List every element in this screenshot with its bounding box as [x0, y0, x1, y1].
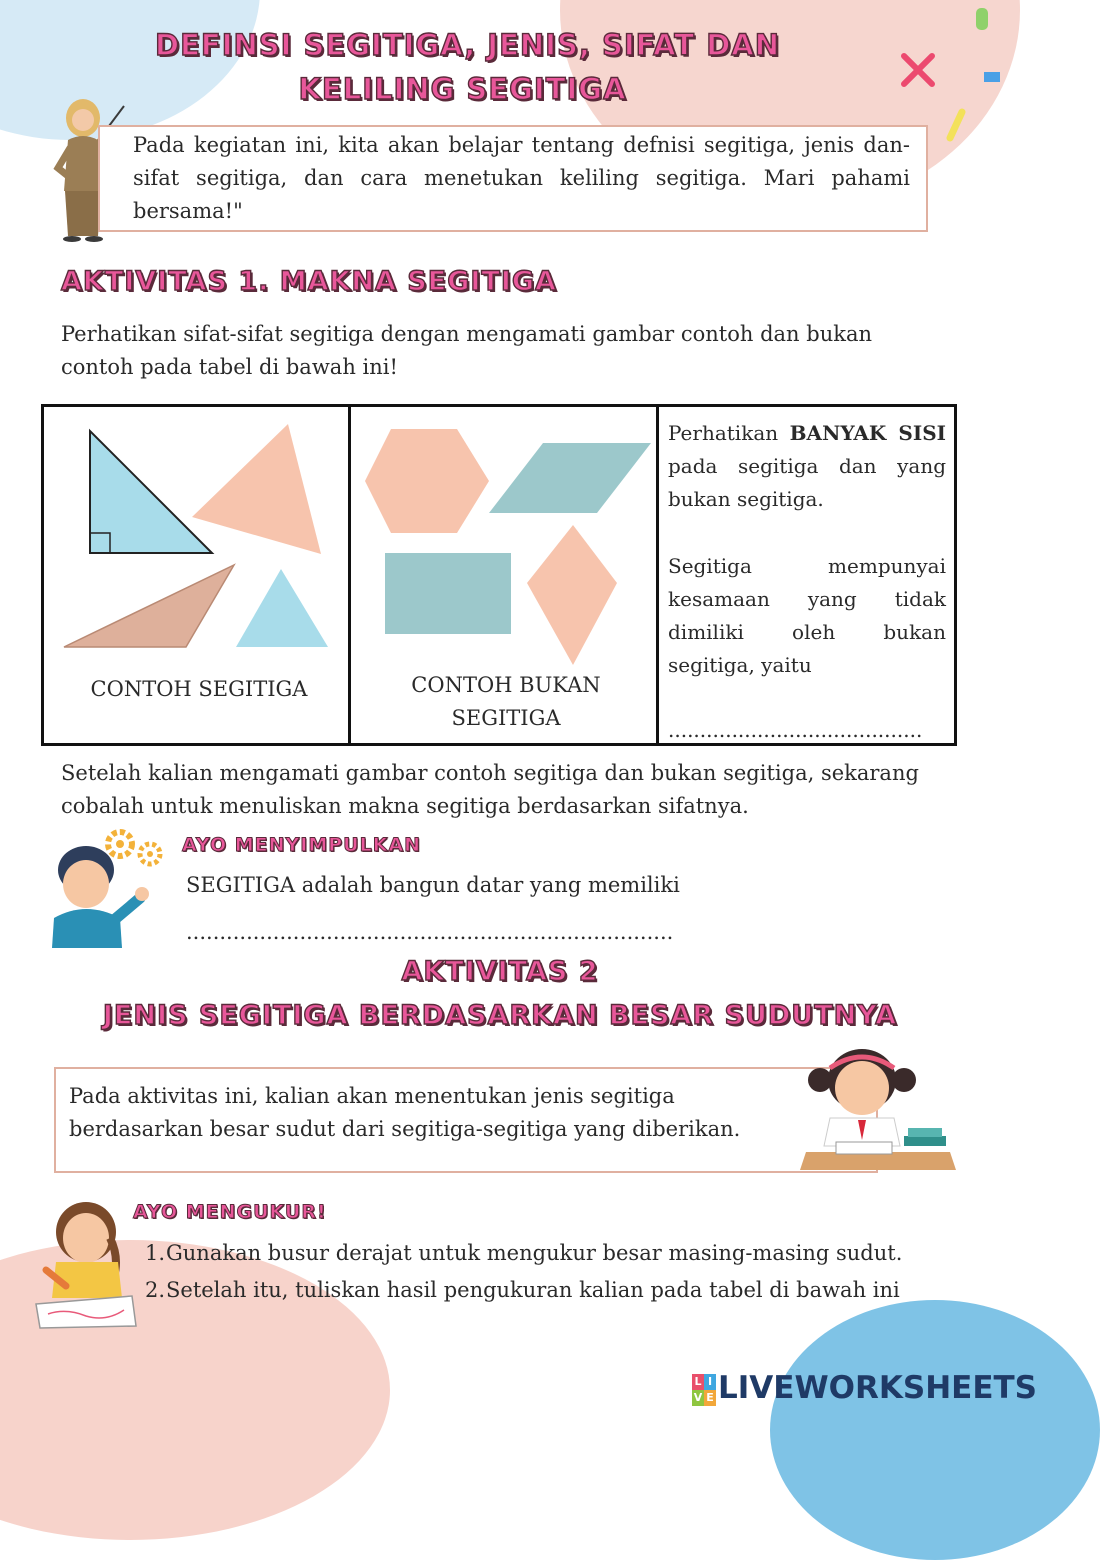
logo-letter-e: E [704, 1390, 716, 1406]
page-title-line1: DEFINSI SEGITIGA, JENIS, SIFAT DAN [155, 28, 780, 62]
observation-para2: Segitiga mempunyai kesamaan yang tidak dimiliki oleh bukan segitiga, yaitu [668, 554, 946, 677]
girl-at-desk-illustration [800, 1048, 956, 1178]
activity1-table [41, 404, 957, 746]
caption-contoh-bukan-line2: SEGITIGA [451, 706, 561, 730]
observation-para1: Perhatikan BANYAK SISI pada segitiga dan yang bukan segitiga. [668, 421, 946, 511]
logo-letter-i: I [704, 1374, 716, 1390]
activity1-followup: Setelah kalian mengamati gambar contoh segitiga dan bukan segitiga, sekarang cobalah untuk menuliskan makna segitiga berdasarkan sifatnya. [61, 761, 919, 818]
observation-cell [658, 406, 956, 745]
measure-step-2-number: 2. [145, 1278, 166, 1302]
activity1-heading: AKTIVITAS 1. MAKNA SEGITIGA [61, 266, 557, 297]
liveworksheets-logo-icon [692, 1374, 716, 1406]
logo-letter-l: L [692, 1374, 704, 1390]
measure-step-1-text: Gunakan busur derajat untuk mengukur besar masing-masing sudut. [166, 1241, 903, 1265]
page-title-line2: KELILING SEGITIGA [298, 72, 627, 106]
examples-cell [43, 406, 350, 745]
bg-blob-blue-topleft [0, 0, 260, 140]
activity2-intro-text: Pada aktivitas ini, kalian akan menentukan jenis segitiga berdasarkan besar sudut dari segitiga-segitiga yang diberikan. [69, 1084, 741, 1141]
activity2-heading-line2: JENIS SEGITIGA BERDASARKAN BESAR SUDUTNYA [102, 1000, 898, 1031]
caption-contoh-bukan-line1: CONTOH BUKAN [411, 673, 601, 697]
triangle-examples [56, 419, 336, 659]
observation-blank[interactable]: ........................................ [668, 718, 923, 742]
thinking-boy-illustration [44, 826, 174, 948]
measure-step-1-number: 1. [145, 1241, 166, 1265]
activity1-instruction: Perhatikan sifat-sifat segitiga dengan mengamati gambar contoh dan bukan contoh pada tabel di bawah ini! [61, 322, 872, 379]
intro-text: Pada kegiatan ini, kita akan belajar tentang defnisi segitiga, jenis dan-sifat segitiga, dan cara menetukan keliling segitiga. Mari pahami bersama!" [133, 133, 910, 223]
activity2-heading-line1: AKTIVITAS 2 [401, 956, 599, 987]
conclude-blank[interactable]: ......................................................................... [186, 920, 674, 944]
non-examples-cell [350, 406, 658, 745]
caption-contoh-segitiga: CONTOH SEGITIGA [90, 677, 308, 701]
bg-blob-blue-bottomright [770, 1300, 1100, 1560]
non-triangle-examples [363, 421, 655, 673]
conclude-text: SEGITIGA adalah bangun datar yang memiliki [186, 873, 680, 897]
liveworksheets-brand[interactable]: LIVEWORKSHEETS [718, 1370, 1037, 1406]
conclude-label: AYO MENYIMPULKAN [182, 834, 422, 856]
measure-step-2-text: Setelah itu, tuliskan hasil pengukuran kalian pada tabel di bawah ini [166, 1278, 900, 1302]
measure-label: AYO MENGUKUR! [133, 1201, 327, 1223]
logo-letter-v: V [693, 1391, 703, 1404]
measuring-girl-illustration [36, 1192, 136, 1328]
